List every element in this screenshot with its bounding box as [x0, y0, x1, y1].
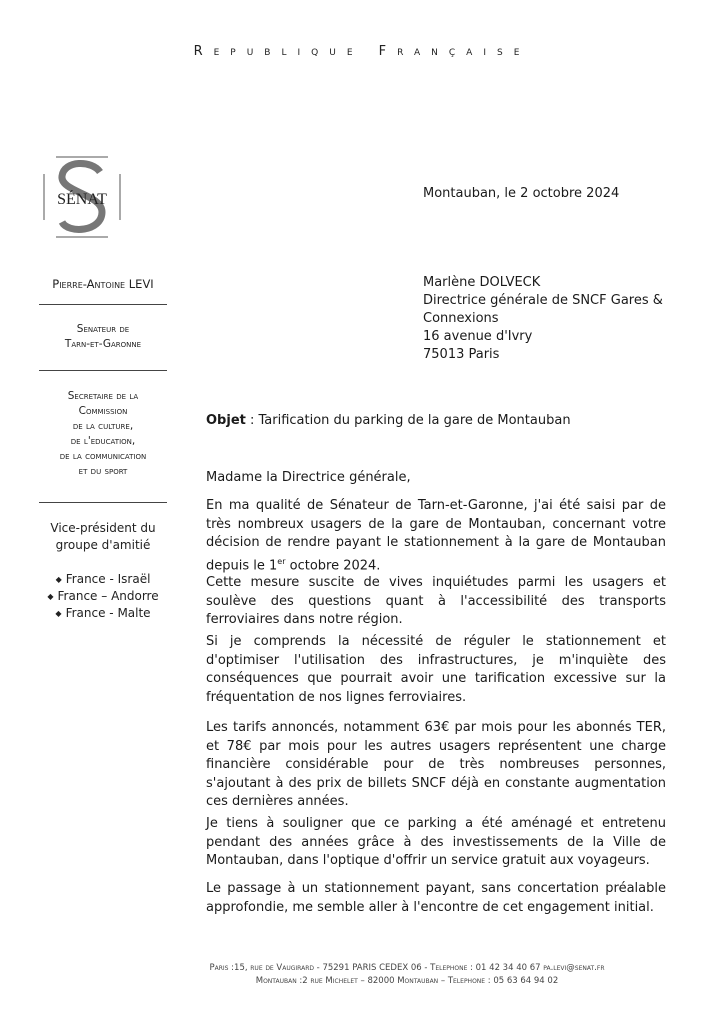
footer [0, 962, 724, 988]
divider [39, 502, 167, 503]
recipient-city: 75013 Paris [423, 347, 500, 362]
subject-text: : Tarification du parking de la gare de Montauban [245, 413, 571, 428]
divider [39, 304, 167, 305]
secretary-line: de la culture, [72, 420, 134, 432]
vp-line: Vice-président du [50, 521, 156, 535]
recipient-role: Connexions [423, 311, 499, 326]
paragraph: Cette mesure suscite de vives inquiétudes parmi les usagers et soulève des questions quant à l'accessibilité des transports ferroviaires dans notre région. [206, 575, 666, 627]
subject-line [206, 413, 571, 428]
senator-title [30, 322, 176, 352]
recipient-street: 16 avenue d'Ivry [423, 329, 533, 344]
vp-line: groupe d'amitié [55, 538, 151, 552]
paragraph: Les tarifs annoncés, notamment 63€ par mois pour les abonnés TER, et 78€ par mois pour les autres usagers représentent une charge financière considérable pour de très nombreuses personnes, s'ajoutant à des prix de billets SNCF déjà en constante augmentation ces dernières années. [206, 720, 666, 809]
recipient-name: Marlène DOLVECK [423, 275, 541, 290]
paragraph [206, 497, 666, 575]
paragraph-text: octobre 2024. [285, 557, 381, 573]
superscript: er [277, 556, 286, 566]
paragraph: Je tiens à souligner que ce parking a été aménagé et entretenu pendant des années grâce à des investissements de la Ville de Montauban, dans l'optique d'offrir un service gratuit aux voyageurs. [206, 816, 666, 868]
divider [39, 370, 167, 371]
group-item: ◆ France - Israël [30, 571, 176, 588]
recipient-role: Directrice générale de SNCF Gares & [423, 293, 663, 308]
secretary-line: Secretaire de la [67, 390, 139, 402]
header-republique: Republique Française [193, 44, 531, 59]
title-line: Senateur de [76, 323, 130, 335]
footer-line: Paris :15, rue de Vaugirard - 75291 PARIS CEDEX 06 - Telephone : 01 42 34 40 67 pa.levi@senat.fr [209, 963, 605, 973]
group-item: ◆ France – Andorre [30, 588, 176, 605]
paragraph-text: En ma qualité de Sénateur de Tarn-et-Garonne, j'ai été saisi par de très nombreux usagers de la gare de Montauban, concernant votre décision de rendre payant le stationnement à la gare de Montauban depuis le 1 [206, 498, 666, 573]
recipient-address [423, 274, 663, 364]
secretary-line: de l'education, [70, 435, 136, 447]
group-item: ◆ France - Malte [30, 605, 176, 622]
senat-logo [42, 154, 122, 240]
logo-text: SÉNAT [57, 191, 107, 208]
friendship-groups [30, 571, 176, 622]
secretary-block [30, 389, 176, 479]
secretary-line: de la communication [59, 450, 147, 462]
title-line: Tarn-et-Garonne [64, 338, 142, 350]
letter-date: Montauban, le 2 octobre 2024 [423, 186, 620, 201]
paragraph: Le passage à un stationnement payant, sans concertation préalable approfondie, me semble aller à l'encontre de cet engagement initial. [206, 881, 666, 915]
vice-president-block [30, 520, 176, 554]
footer-line: Montauban :2 rue Michelet – 82000 Montauban – Telephone : 05 63 64 94 02 [255, 976, 559, 986]
subject-label: Objet [206, 413, 246, 428]
secretary-line: Commission [78, 405, 128, 417]
greeting: Madame la Directrice générale, [206, 470, 411, 485]
paragraph: Si je comprends la nécessité de réguler le stationnement et d'optimiser l'utilisation des infrastructures, je m'inquiète des conséquences que pourrait avoir une tarification excessive sur la fréquentation de nos lignes ferroviaires. [206, 634, 666, 705]
secretary-line: et du sport [78, 465, 128, 477]
senator-name: Pierre-Antoine LEVI [52, 277, 154, 291]
